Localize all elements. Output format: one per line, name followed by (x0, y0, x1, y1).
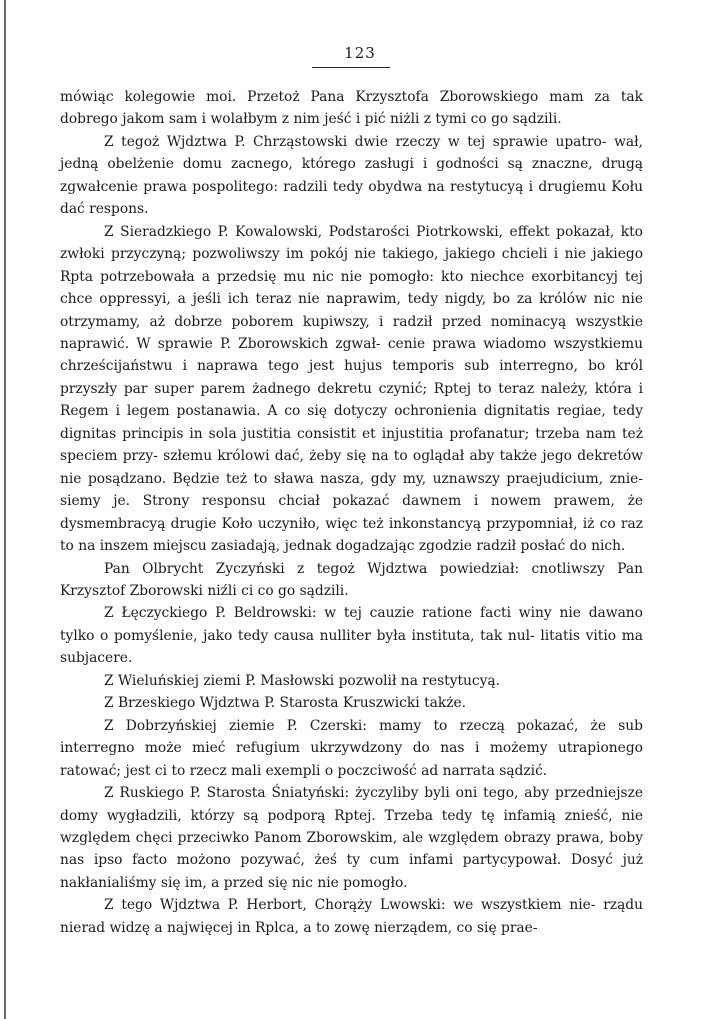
text-line: hujus temporis sub interregno, bo król przyszły par super parem żadnego (60, 358, 643, 397)
text-line: drugą zgwałcenie prawa pospolitego: radzili tedy obydwa na restytucyą (60, 156, 643, 195)
text-line: Z Wieluńskiej ziemi P. Masłowski pozwolił na restytucyą. (104, 672, 501, 689)
text-line: dekretu czynić; Rptej to teraz należy, która i Regem i legem postanawia. (60, 380, 644, 420)
paragraph-5 (60, 602, 643, 669)
text-line: rządu nierad widzę a najwięcej in Rplca, a to zowę nierządem, co się prae- (60, 897, 644, 936)
text-line: aby przedniejsze domy wygładzili, którzy są podporą Rptej. Trzeba tedy (60, 785, 644, 824)
paragraph-6 (60, 670, 643, 692)
text-line: mówiąc kolegowie moi. Przetoż Pana Krzysztofa Zborowskiego mam za tak (60, 89, 643, 105)
text-line: i drugiemu Kołu dać respons. (60, 178, 643, 218)
page-number-rule (312, 67, 390, 68)
text-line: posłać do nich. (520, 538, 626, 555)
text-line: bo za królów nic nie otrzymamy, aż dobrze poborem kupiwszy, i radził (60, 291, 643, 330)
text-line: względem obrazy prawa, boby nas ipso facto możono pozywać, żeś ty (60, 829, 643, 869)
text-line: Pan Olbrycht Zyczyński z tegoż Wjdztwa powiedział: cnotliwszy (104, 560, 605, 577)
text-line: tę infamią znieść, nie względem chęci przeciwko Panom Zborowskim, ale (60, 807, 643, 846)
text-line: cenie prawa wiadomo wszystkiemu chrześcijaństwu i naprawa tego jest (60, 335, 643, 375)
page-number: 123 (344, 44, 376, 62)
paragraph-8 (60, 715, 643, 782)
text-line: interregno może mieć refugium ukrzywdzony do nas i możemy utrapionego (60, 740, 643, 757)
text-line: A co się dotyczy ochronienia dignitatis regiae, tedy dignitas principis in (60, 403, 644, 442)
text-line: szłemu królowi dać, żeby się na to oglądał aby także jego dekretów nie (60, 448, 643, 487)
text-body (60, 86, 643, 939)
text-line: dawano tylko o pomyślenie, jako tedy causa nulliter była instituta, tak nul- (60, 605, 643, 644)
text-line: dysmembracyą drugie Koło uczyniło, więc też inkonstancyą przypomniał, (60, 515, 578, 532)
text-line: Z Brzeskiego Wjdztwa P. Starosta Kruszwicki także. (104, 695, 467, 712)
text-line: nie jakiego Rpta potrzebowała a przedsię mu nic nie pomogło: kto niechce (60, 246, 644, 285)
text-line: Z Ruskiego P. Starosta Śniatyński: życzyliby byli oni tego, (104, 785, 519, 802)
text-line: iż co raz to na inszem miejscu zasiadają, jednak dogadzając zgodzie radził (60, 515, 643, 555)
paragraph-2 (60, 131, 643, 221)
text-line: Z Łęczyckiego P. Beldrowski: w tej cauzie ratione facti winy nie (104, 605, 581, 622)
paragraph-7 (60, 692, 643, 714)
text-line: Z Dobrzyńskiej ziemie P. Czerski: mamy to rzeczą pokazać, że sub (104, 717, 643, 734)
text-line: siemy je. Strony responsu chciał pokazać dawnem i nowem prawem, że (60, 493, 643, 510)
text-line: nie pomogło. (317, 874, 408, 891)
text-line: exorbitancyj tej chce oppressyi, a jeśli ich teraz nie naprawim, tedy nigdy, (60, 268, 644, 308)
text-line: wał, jedną obelżenie domu zacnego, którego zasługi i godności są znaczne, (60, 133, 643, 173)
text-line: Z tegoż Wjdztwa P. Chrząstowski dwie rzeczy w tej sprawie upatro- (104, 133, 607, 150)
text-line: posądzano. Będzie też to sława nasza, gdy my, uznawszy praejudicium, znie- (87, 470, 643, 487)
scan-edge-line (4, 0, 6, 1019)
text-line: Z tego Wjdztwa P. Herbort, Chorąży Lwowski: we wszystkiem nie- (104, 897, 596, 914)
text-line: ratować; jest ci to rzecz mali exempli o poczciwość ad narrata sądzić. (60, 762, 548, 779)
text-line: litatis vitio ma subjacere. (60, 627, 644, 667)
text-line: kto zwłoki przyczyną; pozwoliwszy im pokój nie takiego, jakiego chcieli i (60, 223, 643, 263)
paragraph-10 (60, 894, 643, 939)
text-line: przed nominacyą wszystkie naprawić. W sprawie P. Zborowskich zgwał- (60, 313, 643, 352)
text-line: sola justitia consistit et injustitia profanatur; trzeba nam też speciem przy- (60, 425, 643, 465)
text-line: Pan Krzysztof Zborowski niźli ci co go sądzili. (60, 560, 644, 599)
text-line: cum infami partycypował. Dosyć już nakłanialiśmy się im, a przed się nic (60, 852, 644, 891)
text-line: dobrego jakom sam i wolałbym z nim jeść i pić niżli z tymi co go sądzili. (60, 111, 562, 128)
paragraph-1 (60, 86, 643, 131)
paragraph-3 (60, 221, 643, 558)
paragraph-9 (60, 782, 643, 894)
text-line: Z Sieradzkiego P. Kowalowski, Podstarości Piotrkowski, effekt pokazał, (104, 223, 615, 240)
paragraph-4 (60, 558, 643, 603)
